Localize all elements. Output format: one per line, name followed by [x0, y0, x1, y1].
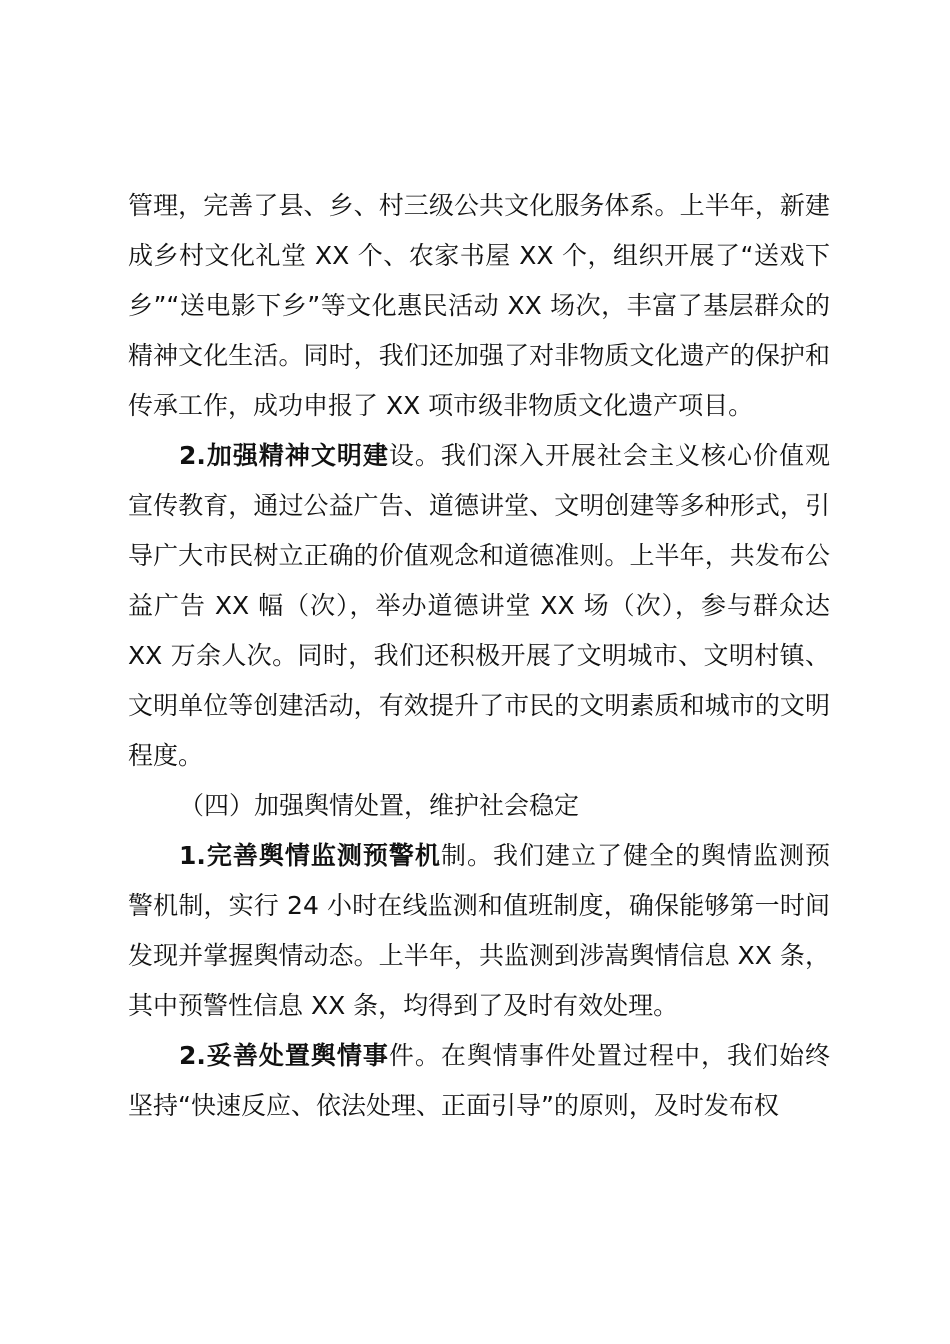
- paragraph-incident-handling: [128, 1031, 830, 1131]
- paragraph-heading: 2.妥善处置舆情事: [179, 1041, 389, 1070]
- paragraph-heading: 2.加强精神文明建: [179, 441, 389, 470]
- document-page: [128, 181, 830, 1131]
- paragraph-text: 件。在舆情事件处置过程中，我们始终坚持“快速反应、依法处理、正面引导”的原则，及时发布权: [128, 1041, 830, 1120]
- section-heading-public-opinion: [128, 781, 830, 831]
- paragraph-text: 设。我们深入开展社会主义核心价值观宣传教育，通过公益广告、道德讲堂、文明创建等多种形式，引导广大市民树立正确的价值观念和道德准则。上半年，共发布公益广告 XX 幅（次），举办道德讲堂 XX 场（次），参与群众达 XX 万余人次。同时，我们还积极开展了文明城市、文明村镇、文明单位等创建活动，有效提升了市民的文明素质和城市的文明程度。: [128, 441, 830, 770]
- section-heading-text: （四）加强舆情处置，维护社会稳定: [179, 791, 580, 820]
- paragraph-monitoring-mechanism: [128, 831, 830, 1031]
- paragraph-text: 管理，完善了县、乡、村三级公共文化服务体系。上半年，新建成乡村文化礼堂 XX 个、农家书屋 XX 个，组织开展了“送戏下乡”“送电影下乡”等文化惠民活动 XX 场次，丰富了基层群众的精神文化生活。同时，我们还加强了对非物质文化遗产的保护和传承工作，成功申报了 XX 项市级非物质文化遗产项目。: [128, 191, 830, 420]
- paragraph-heading: 1.完善舆情监测预警机: [179, 841, 441, 870]
- paragraph-text: 制。我们建立了健全的舆情监测预警机制，实行 24 小时在线监测和值班制度，确保能够第一时间发现并掌握舆情动态。上半年，共监测到涉嵩舆情信息 XX 条，其中预警性信息 XX 条，均得到了及时有效处理。: [128, 841, 830, 1020]
- paragraph-spiritual-civilization: [128, 431, 830, 781]
- paragraph-culture-services: [128, 181, 830, 431]
